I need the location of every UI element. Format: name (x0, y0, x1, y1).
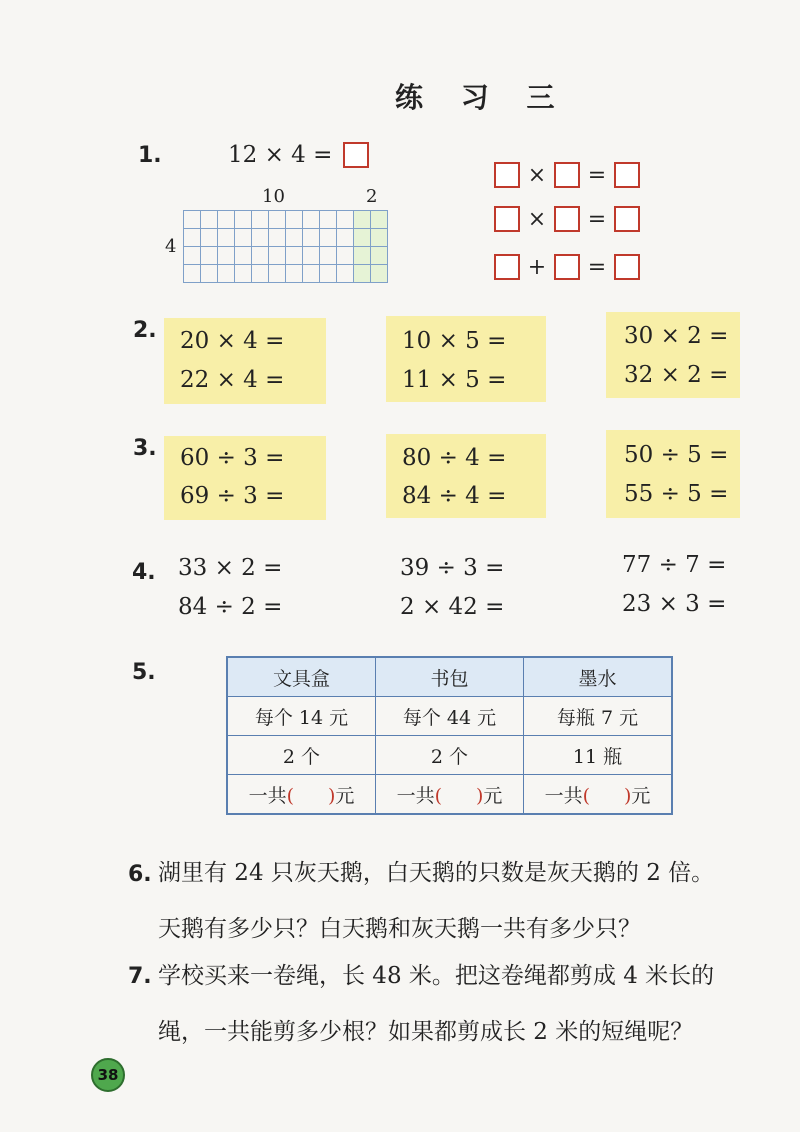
q4-expr: 33 × 2 = (178, 555, 283, 581)
q4-expr: 2 × 42 = (400, 594, 505, 620)
question-number-5: 5. (132, 660, 156, 685)
total-prefix: 一共 (544, 784, 583, 807)
paren-open: ( (286, 784, 294, 807)
q2-panel-3 (606, 312, 740, 398)
paren-close: ) (624, 784, 632, 807)
q7-line-2: 绳，一共能剪多少根？如果都剪成长 2 米的短绳呢？ (158, 1019, 694, 1045)
page-title: 练 习 三 (395, 81, 569, 114)
table-header: 墨水 (524, 657, 673, 697)
operator-sign: × (527, 206, 547, 232)
page-number-badge: 38 (91, 1058, 125, 1092)
paren-open: ( (582, 784, 590, 807)
grid-label-four: 4 (165, 236, 177, 257)
table-header: 书包 (376, 657, 524, 697)
answer-box[interactable] (494, 162, 520, 188)
total-answer-cell[interactable] (524, 775, 673, 815)
q3-panel-1 (164, 436, 326, 520)
grid-label-two: 2 (366, 186, 378, 207)
total-answer-cell[interactable] (227, 775, 376, 815)
q1-equation: 12 × 4 = (228, 142, 333, 168)
table-cell: 2 个 (227, 736, 376, 775)
table-cell: 2 个 (376, 736, 524, 775)
paren-close: ) (476, 784, 484, 807)
question-number-4: 4. (132, 560, 156, 585)
table-cell: 每个 44 元 (376, 697, 524, 736)
question-number-1: 1. (138, 143, 162, 168)
answer-box[interactable] (554, 162, 580, 188)
table-cell: 11 瓶 (524, 736, 673, 775)
question-number-6: 6. (128, 862, 152, 887)
answer-box[interactable] (343, 142, 369, 168)
q2-expr: 22 × 4 = (180, 367, 285, 393)
q3-panel-2 (386, 434, 546, 518)
grid-label-ten: 10 (262, 186, 285, 207)
q2-expr: 11 × 5 = (402, 367, 507, 393)
q2-panel-2 (386, 316, 546, 402)
answer-box[interactable] (554, 254, 580, 280)
q3-expr: 55 ÷ 5 = (624, 481, 729, 507)
answer-box[interactable] (614, 162, 640, 188)
answer-box[interactable] (554, 206, 580, 232)
q6-line-1: 湖里有 24 只灰天鹅，白天鹅的只数是灰天鹅的 2 倍。 (158, 860, 715, 886)
q1-box-equation-1 (494, 162, 640, 188)
q4-expr: 77 ÷ 7 = (622, 552, 727, 578)
q7-text (158, 948, 794, 1060)
question-number-7: 7. (128, 964, 152, 989)
q3-panel-3 (606, 430, 740, 518)
q4-expr: 39 ÷ 3 = (400, 555, 505, 581)
q1-box-equation-3 (494, 254, 640, 280)
total-prefix: 一共 (248, 784, 287, 807)
total-answer-cell[interactable] (376, 775, 524, 815)
total-suffix: 元 (631, 784, 651, 807)
q1-equation-row (228, 142, 369, 168)
answer-box[interactable] (614, 254, 640, 280)
q3-expr: 60 ÷ 3 = (180, 445, 285, 471)
q2-panel-1 (164, 318, 326, 404)
q2-expr: 32 × 2 = (624, 362, 729, 388)
table-cell: 每瓶 7 元 (524, 697, 673, 736)
paren-close: ) (328, 784, 336, 807)
total-prefix: 一共 (396, 784, 435, 807)
q2-expr: 30 × 2 = (624, 323, 729, 349)
q3-expr: 80 ÷ 4 = (402, 445, 507, 471)
q2-expr: 20 × 4 = (180, 328, 285, 354)
q3-expr: 50 ÷ 5 = (624, 442, 729, 468)
equals-sign: = (587, 254, 607, 280)
price-table (226, 656, 673, 815)
q3-expr: 84 ÷ 4 = (402, 483, 507, 509)
answer-box[interactable] (614, 206, 640, 232)
q7-line-1: 学校买来一卷绳，长 48 米。把这卷绳都剪成 4 米长的 (158, 963, 715, 989)
q3-expr: 69 ÷ 3 = (180, 483, 285, 509)
q4-expr: 84 ÷ 2 = (178, 594, 283, 620)
answer-box[interactable] (494, 254, 520, 280)
q2-expr: 10 × 5 = (402, 328, 507, 354)
table-cell: 每个 14 元 (227, 697, 376, 736)
dot-grid-12x4 (183, 210, 388, 283)
total-suffix: 元 (483, 784, 503, 807)
q1-box-equation-2 (494, 206, 640, 232)
equals-sign: = (587, 206, 607, 232)
paren-open: ( (434, 784, 442, 807)
question-number-2: 2. (133, 318, 157, 343)
q4-expr: 23 × 3 = (622, 591, 727, 617)
q6-line-2: 天鹅有多少只？白天鹅和灰天鹅一共有多少只？ (158, 916, 641, 942)
answer-box[interactable] (494, 206, 520, 232)
question-number-3: 3. (133, 436, 157, 461)
equals-sign: = (587, 162, 607, 188)
operator-sign: × (527, 162, 547, 188)
table-header: 文具盒 (227, 657, 376, 697)
operator-sign: + (527, 254, 547, 280)
q6-text (158, 845, 794, 957)
total-suffix: 元 (335, 784, 355, 807)
